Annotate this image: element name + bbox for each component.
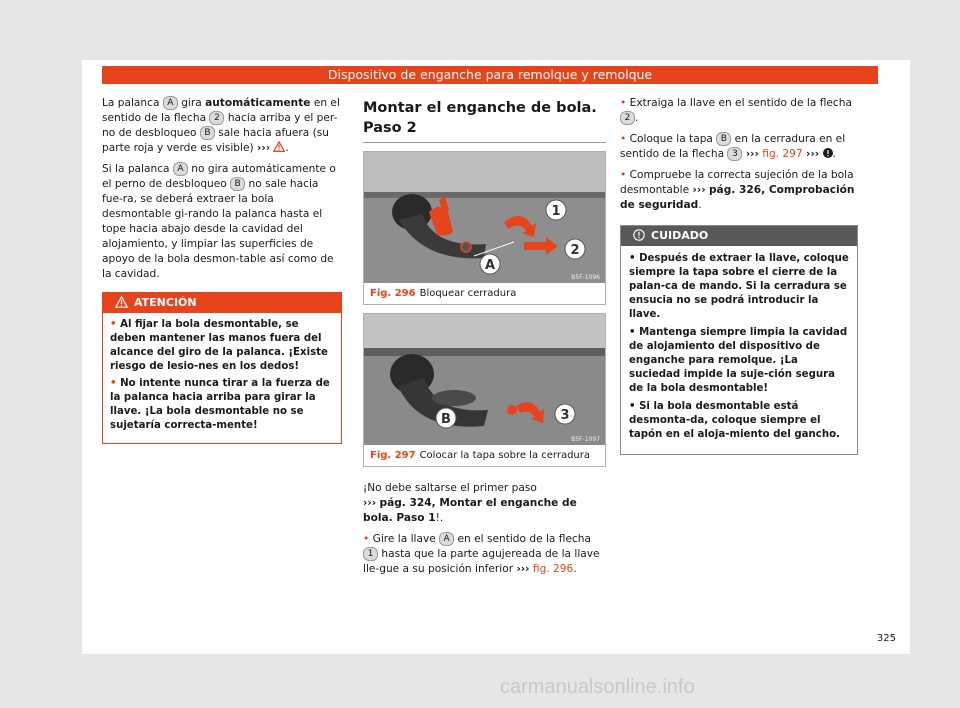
step-place-cap: • Coloque la tapa B en la cerradura en el sentido de la flecha 3 ››› fig. 297 ››› . — [620, 133, 846, 160]
figure-296 — [363, 151, 606, 305]
paragraph-turn-key: • Gire la llave A en el sentido de la flecha 1 hasta que la parte agujereada de la llave lle-gue a su posición inferior ››› fig. 296. — [363, 533, 600, 575]
warning-item: • Al fijar la bola desmontable, se deben mantener las manos fuera del alcance del giro de la palanca. ¡Existe riesgo de lesio-nes en los dedos! — [110, 319, 328, 372]
label-2-badge: 2 — [209, 111, 224, 125]
cross-reference-arrow: ››› — [257, 142, 271, 154]
section-title: Montar el enganche de bola. Paso 2 — [363, 96, 606, 143]
figure-reference-link[interactable]: fig. 297 — [762, 148, 803, 160]
step-check-security: • Compruebe la correcta sujeción de la bola desmontable ››› pág. 326, Comprobación de seguridad. — [620, 169, 855, 211]
figure-296-illustration — [364, 152, 605, 283]
label-a-badge: A — [173, 162, 188, 176]
caution-circle-icon — [633, 229, 645, 241]
label-b-badge: B — [716, 132, 731, 146]
cross-reference-link[interactable]: pág. 324, Montar el enganche de bola. Paso 1 — [363, 497, 577, 524]
figure-297 — [363, 313, 606, 467]
caution-item: • Si la bola desmontable está desmonta-da, coloque siempre el tapón en el aloja-miento del gancho. — [629, 401, 840, 440]
caution-header — [621, 226, 857, 246]
paragraph-lever-auto: La palanca A gira automáticamente en el sentido de la flecha 2 hacia arriba y el per-no de desbloqueo B sale hacia afuera (su parte roja y verde es visible) ››› . — [102, 97, 340, 154]
label-1-badge: 1 — [363, 547, 378, 561]
warning-triangle-icon — [115, 296, 128, 308]
watermark: carmanualsonline.info — [500, 676, 695, 698]
warning-box — [102, 292, 342, 444]
caution-body — [621, 246, 857, 454]
warning-body — [103, 313, 341, 443]
figure-callout-a: A — [484, 258, 496, 273]
warning-item: • No intente nunca tirar a la fuerza de la palanca hacia arriba para girar la llave. ¡La bola desmontable no se sujetaría correcta-mente! — [110, 378, 330, 431]
paragraph-lever-manual: Si la palanca A no gira automáticamente o el perno de desbloqueo B no sale hacia fue-ra, se deberá extraer la bola desmontable gi-rando la palanca hasta el tope hacia abajo desde la cavidad del alojamiento, y limpiar las superficies de apoyo de la bola desmon-table así como de la cavidad. — [102, 163, 336, 280]
figure-callout-b: B — [441, 412, 451, 427]
page-header-title: Dispositivo de enganche para remolque y remolque — [327, 67, 653, 82]
figure-callout-1: 1 — [551, 204, 561, 219]
column-left — [102, 96, 342, 444]
column-middle — [363, 96, 606, 583]
warning-triangle-icon — [273, 141, 285, 152]
paragraph-first-step: ¡No debe saltarse el primer paso ››› pág. 324, Montar el enganche de bola. Paso 1!. — [363, 482, 577, 524]
figure-297-illustration — [364, 314, 605, 445]
caution-box — [620, 225, 858, 455]
warning-header — [103, 293, 341, 313]
label-2-badge: 2 — [620, 111, 635, 125]
cross-reference-link[interactable]: pág. 326, Comprobación de seguridad — [620, 184, 855, 211]
info-circle-icon — [823, 148, 833, 158]
figure-297-caption: Fig. 297 Colocar la tapa sobre la cerradura — [370, 450, 591, 461]
caution-title: CUIDADO — [651, 229, 709, 242]
label-3-badge: 3 — [727, 147, 742, 161]
figure-reference-link[interactable]: fig. 296 — [532, 563, 574, 575]
label-b-badge: B — [230, 177, 245, 191]
figure-callout-2: 2 — [570, 243, 580, 258]
page-number: 325 — [876, 633, 896, 644]
column-right — [620, 96, 858, 455]
figure-code: B5F-1096 — [571, 274, 600, 281]
caution-item: • Mantenga siempre limpia la cavidad de alojamiento del dispositivo de enganche para remolque. ¡La suciedad impide la suje-ción segura de la bola desmontable! — [629, 327, 848, 394]
step-extract-key: • Extraiga la llave en el sentido de la flecha 2 . — [620, 97, 852, 124]
label-b-badge: B — [200, 126, 215, 140]
warning-title: ATENCIÓN — [134, 296, 197, 309]
label-a-badge: A — [439, 532, 454, 546]
label-a-badge: A — [163, 96, 178, 110]
page-header — [102, 66, 878, 84]
figure-296-caption: Fig. 296 Bloquear cerradura — [370, 288, 517, 299]
caution-item: • Después de extraer la llave, coloque siempre la tapa sobre el cierre de la palan-ca de mando. Si la cerradura se ensucia no se podrá introducir la llave. — [629, 253, 849, 320]
figure-code: B5F-1097 — [571, 436, 600, 443]
manual-page — [82, 60, 910, 654]
figure-callout-3: 3 — [560, 408, 570, 423]
